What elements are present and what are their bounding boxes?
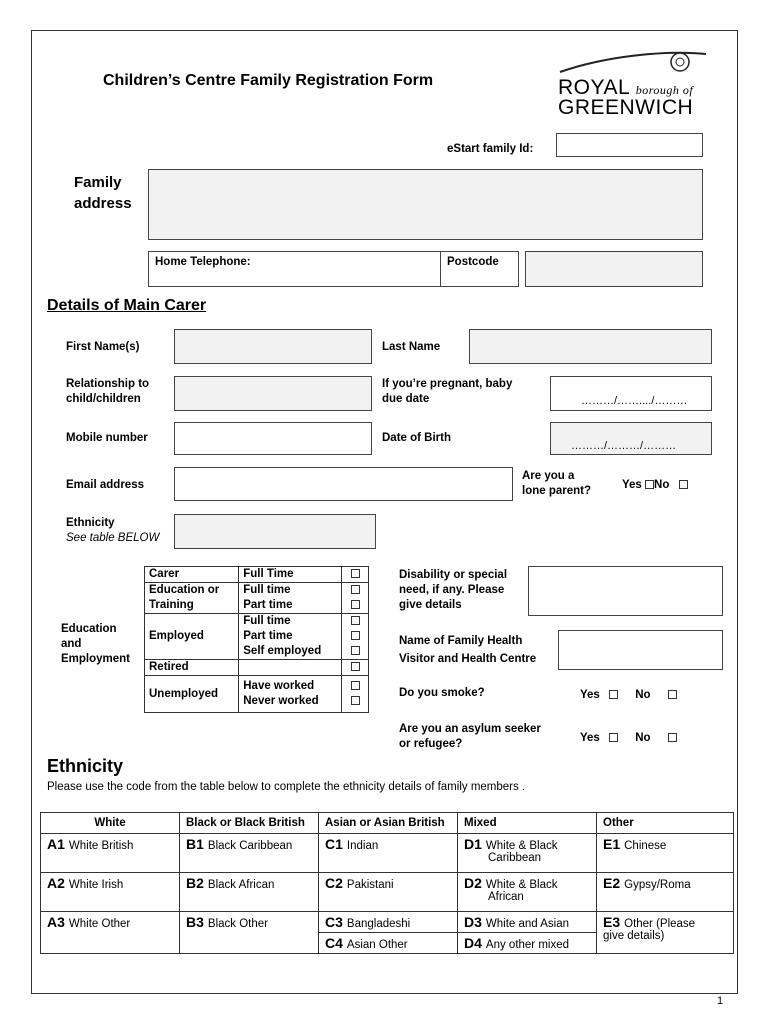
smoke-no-label: No [635,689,651,701]
edu-education-options [239,583,342,614]
asylum-label-line1: Are you an asylum seeker [399,723,541,735]
ethnicity-e3 [597,912,734,954]
health-visitor-label [399,632,536,668]
relationship-label [66,377,149,407]
pregnant-label-line1: If you’re pregnant, baby [382,378,513,390]
edu-education-line2: Training [149,599,194,611]
royal-greenwich-logo [556,42,716,120]
email-label: Email address [66,479,144,491]
d1-code: D1 [464,836,482,852]
estart-id-input[interactable] [556,133,703,157]
family-address-label-line2: address [74,195,132,212]
asylum-options [580,731,677,746]
c1-label: Indian [346,840,379,852]
e3-code: E3 [603,914,621,930]
disability-label-line2: need, if any. Please [399,584,505,596]
ethnicity-header-mixed: Mixed [458,813,597,834]
edu-employed-checkboxes [342,614,369,660]
estart-label: eStart family Id: [447,143,534,155]
postcode-label: Postcode [447,256,499,268]
education-group-label-line3: Employment [61,653,131,665]
edu-self-employed: Self employed [243,645,322,657]
family-address-label [74,172,132,214]
a3-label: White Other [68,918,131,930]
disability-label-line1: Disability or special [399,569,508,581]
lone-parent-yes-checkbox[interactable] [645,480,654,489]
d1-label-line1: White & Black [485,840,558,852]
b2-code: B2 [186,875,204,891]
edu-row-unemployed [145,676,369,713]
asylum-no-checkbox[interactable] [668,733,677,742]
edu-carer: Carer [145,567,239,583]
e2-code: E2 [603,875,621,891]
edu-education-checkboxes [342,583,369,614]
last-name-input[interactable] [469,329,712,364]
education-group-label-line2: and [61,638,82,650]
ethnicity-header-black: Black or Black British [180,813,319,834]
ethnicity-c4 [319,933,458,954]
d4-label: Any other mixed [485,939,570,951]
smoke-yes-label: Yes [580,689,600,701]
ethnicity-header-white: White [41,813,180,834]
a1-label: White British [68,840,134,852]
edu-row-employed [145,614,369,660]
b1-code: B1 [186,836,204,852]
c4-code: C4 [325,935,343,951]
ethnicity-d4 [458,933,597,954]
first-name-input[interactable] [174,329,372,364]
lone-parent-label [522,469,591,499]
ethnicity-b2 [180,873,319,912]
b1-label: Black Caribbean [207,840,293,852]
lone-parent-options [622,478,688,493]
ethnicity-input[interactable] [174,514,376,549]
ethnicity-header-other: Other [597,813,734,834]
ethnicity-row-2 [41,873,734,912]
c2-code: C2 [325,875,343,891]
edu-unemployed-options [239,676,342,713]
disability-label-line3: give details [399,599,462,611]
edu-employed-pt: Part time [243,630,293,642]
asylum-label [399,722,541,752]
mobile-label: Mobile number [66,432,148,444]
dob-label: Date of Birth [382,432,451,444]
smoke-yes-checkbox[interactable] [609,690,618,699]
edu-education-ft-checkbox[interactable] [351,585,360,594]
ethnicity-d1 [458,834,597,873]
c4-label: Asian Other [346,939,408,951]
dob-placeholder: ………/………/……… [571,440,677,452]
edu-row-retired [145,660,369,676]
form-title: Children’s Centre Family Registration Form [103,72,434,89]
lone-parent-no-checkbox[interactable] [679,480,688,489]
logo-royal: ROYAL [558,76,630,99]
edu-carer-ft: Full Time [239,567,342,583]
asylum-label-line2: or refugee? [399,738,463,750]
d3-label: White and Asian [485,918,570,930]
edu-carer-ft-cell [342,567,369,583]
pregnant-label [382,377,512,407]
home-telephone-input[interactable] [148,251,441,287]
c1-code: C1 [325,836,343,852]
a2-label: White Irish [68,879,124,891]
asylum-no-label: No [635,732,651,744]
education-group-label-line1: Education [61,623,117,635]
e3-label-line1: Other (Please [624,918,696,930]
edu-unemployed: Unemployed [145,676,239,713]
d3-code: D3 [464,914,482,930]
email-input[interactable] [174,467,513,501]
dob-input[interactable] [550,422,712,455]
relationship-label-line2: child/children [66,393,141,405]
e2-label: Gypsy/Roma [624,879,691,891]
edu-employed-pt-checkbox[interactable] [351,631,360,640]
ethnicity-c2 [319,873,458,912]
education-group-label [61,622,130,667]
ethnicity-header-asian: Asian or Asian British [319,813,458,834]
c3-label: Bangladeshi [346,918,411,930]
ethnicity-section-title: Ethnicity [47,756,124,776]
logo-greenwich: GREENWICH [558,96,694,119]
edu-employed-ft-checkbox[interactable] [351,616,360,625]
b3-label: Black Other [207,918,268,930]
edu-retired-checkbox[interactable] [351,662,360,671]
main-carer-section-title: Details of Main Carer [47,297,207,314]
edu-employed-ft: Full time [243,615,291,627]
lone-parent-label-line1: Are you a [522,470,575,482]
e3-label-line2: give details) [603,930,665,942]
a3-code: A3 [47,914,65,930]
b2-label: Black African [207,879,275,891]
edu-have-worked: Have worked [243,680,315,692]
d2-label-line1: White & Black [485,879,558,891]
disability-label [399,568,507,613]
b3-code: B3 [186,914,204,930]
family-address-input[interactable] [148,169,703,240]
ethnicity-a2 [41,873,180,912]
e1-label: Chinese [624,840,667,852]
ethnicity-e1 [597,834,734,873]
edu-education-ft: Full time [243,584,291,596]
postcode-label-cell [441,251,519,287]
edu-education-pt-checkbox[interactable] [351,600,360,609]
ethnicity-row-1 [41,834,734,873]
edu-employed-options [239,614,342,660]
smoke-options [580,688,677,703]
ethnicity-a1 [41,834,180,873]
family-address-label-line1: Family [74,174,122,191]
ethnicity-c3 [319,912,458,933]
c2-label: Pakistani [346,879,394,891]
relationship-input[interactable] [174,376,372,411]
edu-education-line1: Education or [149,584,220,596]
edu-row-education [145,583,369,614]
e1-code: E1 [603,836,621,852]
ethnicity-e2 [597,873,734,912]
lone-parent-no-label: No [654,479,670,491]
ethnicity-a3 [41,912,180,954]
ethnicity-instructions: Please use the code from the table below to complete the ethnicity details of family members . [47,781,526,793]
disability-input[interactable] [528,566,723,616]
edu-unemployed-checkboxes [342,676,369,713]
lone-parent-label-line2: lone parent? [522,485,592,497]
health-visitor-label-line2: Visitor and Health Centre [399,653,537,665]
ethnicity-hint: See table BELOW [66,532,160,544]
edu-have-worked-checkbox[interactable] [351,681,360,690]
edu-retired-blank [239,660,342,676]
asylum-yes-checkbox[interactable] [609,733,618,742]
ethnicity-field-label [66,516,159,546]
edu-self-employed-checkbox[interactable] [351,646,360,655]
ethnicity-row-3 [41,912,734,933]
due-date-input[interactable] [550,376,712,411]
ethnicity-b1 [180,834,319,873]
relationship-label-line1: Relationship to [66,378,150,390]
c3-code: C3 [325,914,343,930]
home-telephone-label: Home Telephone: [155,256,251,268]
mobile-input[interactable] [174,422,372,455]
due-date-placeholder: ………/……..../……… [581,395,688,407]
a2-code: A2 [47,875,65,891]
first-name-label: First Name(s) [66,341,140,353]
health-visitor-input[interactable] [558,630,723,670]
smoke-no-checkbox[interactable] [668,690,677,699]
a1-code: A1 [47,836,65,852]
lone-parent-yes-label: Yes [622,479,642,491]
d4-code: D4 [464,935,482,951]
ethnicity-d3 [458,912,597,933]
ethnicity-c1 [319,834,458,873]
d2-label-line2: African [488,891,524,903]
postcode-input[interactable] [525,251,703,287]
education-employment-table [144,566,369,713]
logo-borough: borough of [635,83,694,97]
health-visitor-label-line1: Name of Family Health [399,635,523,647]
edu-retired: Retired [145,660,239,676]
edu-education [145,583,239,614]
ethnicity-label: Ethnicity [66,517,115,529]
last-name-label: Last Name [382,341,441,353]
edu-employed: Employed [145,614,239,660]
edu-never-worked-checkbox[interactable] [351,696,360,705]
asylum-yes-label: Yes [580,732,600,744]
edu-retired-cell [342,660,369,676]
pregnant-label-line2: due date [382,393,430,405]
edu-carer-ft-checkbox[interactable] [351,569,360,578]
edu-row-carer [145,567,369,583]
ethnicity-b3 [180,912,319,954]
edu-education-pt: Part time [243,599,293,611]
d1-label-line2: Caribbean [488,852,542,864]
ethnicity-table [40,812,734,954]
d2-code: D2 [464,875,482,891]
page-number: 1 [717,995,724,1007]
ethnicity-header-row [41,813,734,834]
edu-never-worked: Never worked [243,695,319,707]
ethnicity-d2 [458,873,597,912]
smoke-label: Do you smoke? [399,687,485,699]
